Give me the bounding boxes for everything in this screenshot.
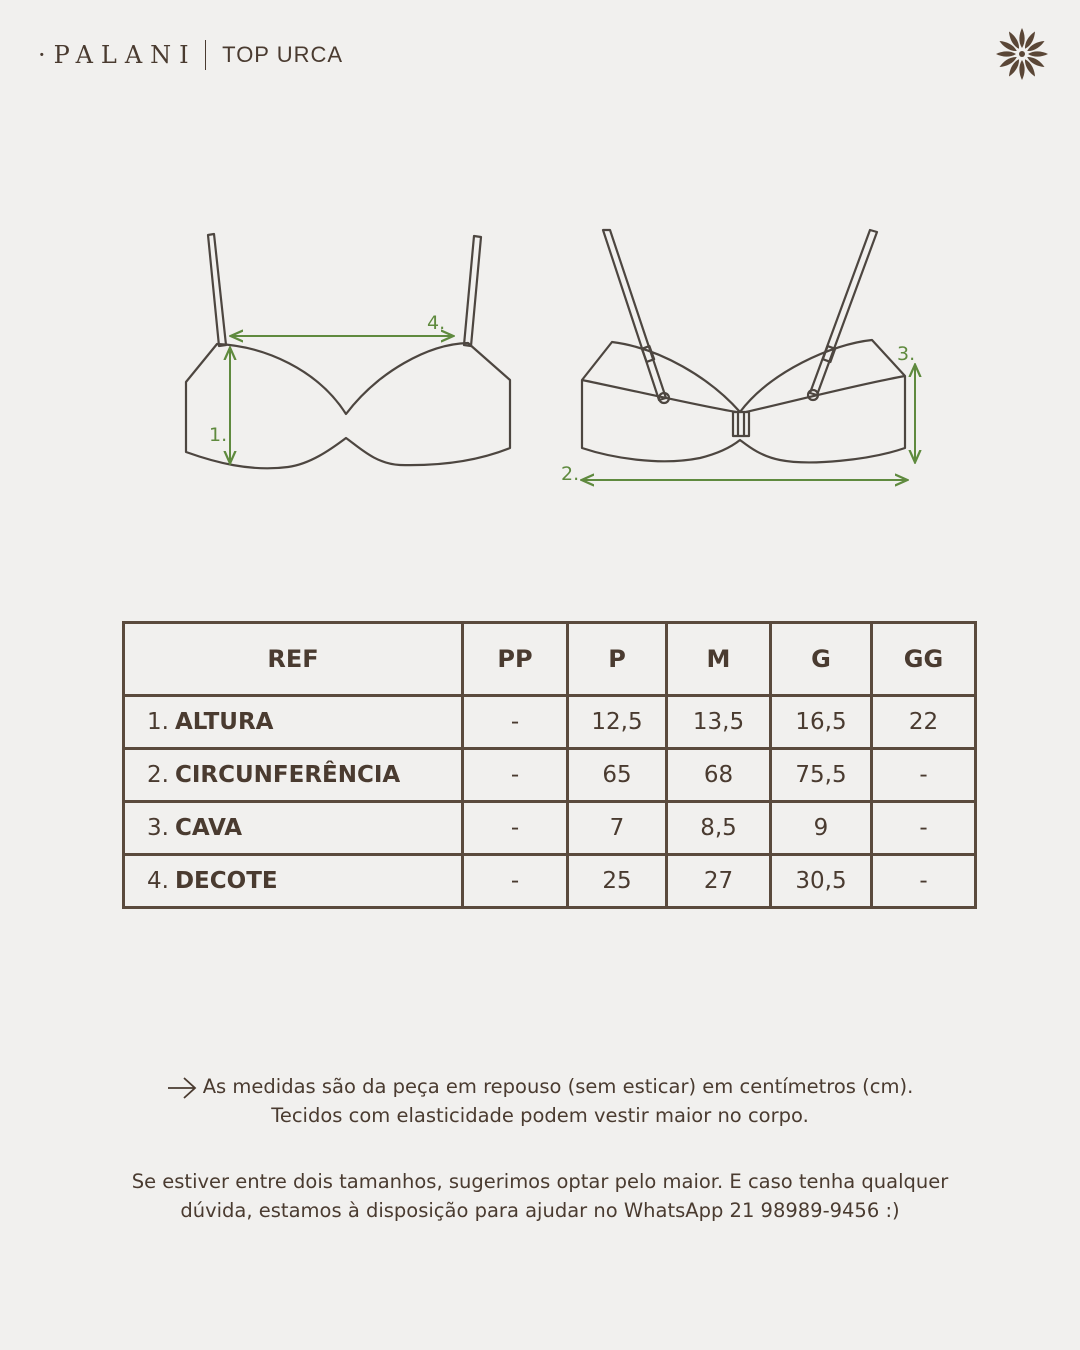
table-cell: 13,5 <box>667 696 771 749</box>
measurement-notes <box>0 1072 1080 1130</box>
column-header-p: P <box>568 623 667 696</box>
table-cell: 16,5 <box>771 696 872 749</box>
ref-number: 2. <box>147 762 169 788</box>
column-header-g: G <box>771 623 872 696</box>
ref-name: CAVA <box>174 815 243 841</box>
column-header-pp: PP <box>463 623 568 696</box>
size-table <box>122 621 977 909</box>
table-cell: - <box>463 802 568 855</box>
table-cell: - <box>872 749 976 802</box>
advice-text-1: Se estiver entre dois tamanhos, sugerimos optar pelo maior. E caso tenha qualquer <box>131 1170 949 1193</box>
ref-number: 4. <box>147 868 169 894</box>
measure-label-2: 2. <box>561 463 580 485</box>
ref-number: 1. <box>147 709 169 735</box>
row-ref-cell <box>124 696 463 749</box>
measurement-diagram <box>0 0 1080 560</box>
note-text-2: Tecidos com elasticidade podem vestir maior no corpo. <box>271 1104 809 1127</box>
table-cell: 22 <box>872 696 976 749</box>
table-cell: 65 <box>568 749 667 802</box>
table-row <box>124 696 976 749</box>
product-name: TOP URCA <box>222 42 344 67</box>
ref-name: ALTURA <box>174 709 274 735</box>
ref-name: CIRCUNFERÊNCIA <box>174 762 401 788</box>
measure-label-3: 3. <box>897 343 916 365</box>
table-cell: - <box>463 855 568 908</box>
front-bra-drawing <box>186 234 510 468</box>
note-line-1 <box>0 1072 1080 1101</box>
ref-name: DECOTE <box>174 868 278 894</box>
brand-logo: ·PALANI <box>38 41 197 69</box>
table-cell: - <box>872 855 976 908</box>
table-cell: 9 <box>771 802 872 855</box>
column-header-m: M <box>667 623 771 696</box>
table-row <box>124 802 976 855</box>
column-header-gg: GG <box>872 623 976 696</box>
table-cell: 12,5 <box>568 696 667 749</box>
column-header-ref: REF <box>124 623 463 696</box>
table-row <box>124 749 976 802</box>
advice-text-2: dúvida, estamos à disposição para ajudar no WhatsApp 21 98989-9456 :) <box>180 1199 900 1222</box>
row-ref-cell <box>124 802 463 855</box>
measure-label-1: 1. <box>209 424 228 446</box>
row-ref-cell <box>124 855 463 908</box>
table-cell: 68 <box>667 749 771 802</box>
table-header-row <box>124 623 976 696</box>
size-advice <box>0 1167 1080 1225</box>
back-bra-drawing <box>582 230 905 462</box>
table-cell: 75,5 <box>771 749 872 802</box>
arrow-right-icon <box>167 1077 197 1099</box>
measure-label-4: 4. <box>427 312 446 334</box>
table-cell: 7 <box>568 802 667 855</box>
table-cell: 25 <box>568 855 667 908</box>
ref-number: 3. <box>147 815 169 841</box>
table-row <box>124 855 976 908</box>
table-cell: 30,5 <box>771 855 872 908</box>
table-cell: 8,5 <box>667 802 771 855</box>
row-ref-cell <box>124 749 463 802</box>
table-cell: - <box>463 696 568 749</box>
table-cell: 27 <box>667 855 771 908</box>
table-cell: - <box>872 802 976 855</box>
note-text-1: As medidas são da peça em repouso (sem esticar) em centímetros (cm). <box>202 1075 914 1098</box>
table-cell: - <box>463 749 568 802</box>
